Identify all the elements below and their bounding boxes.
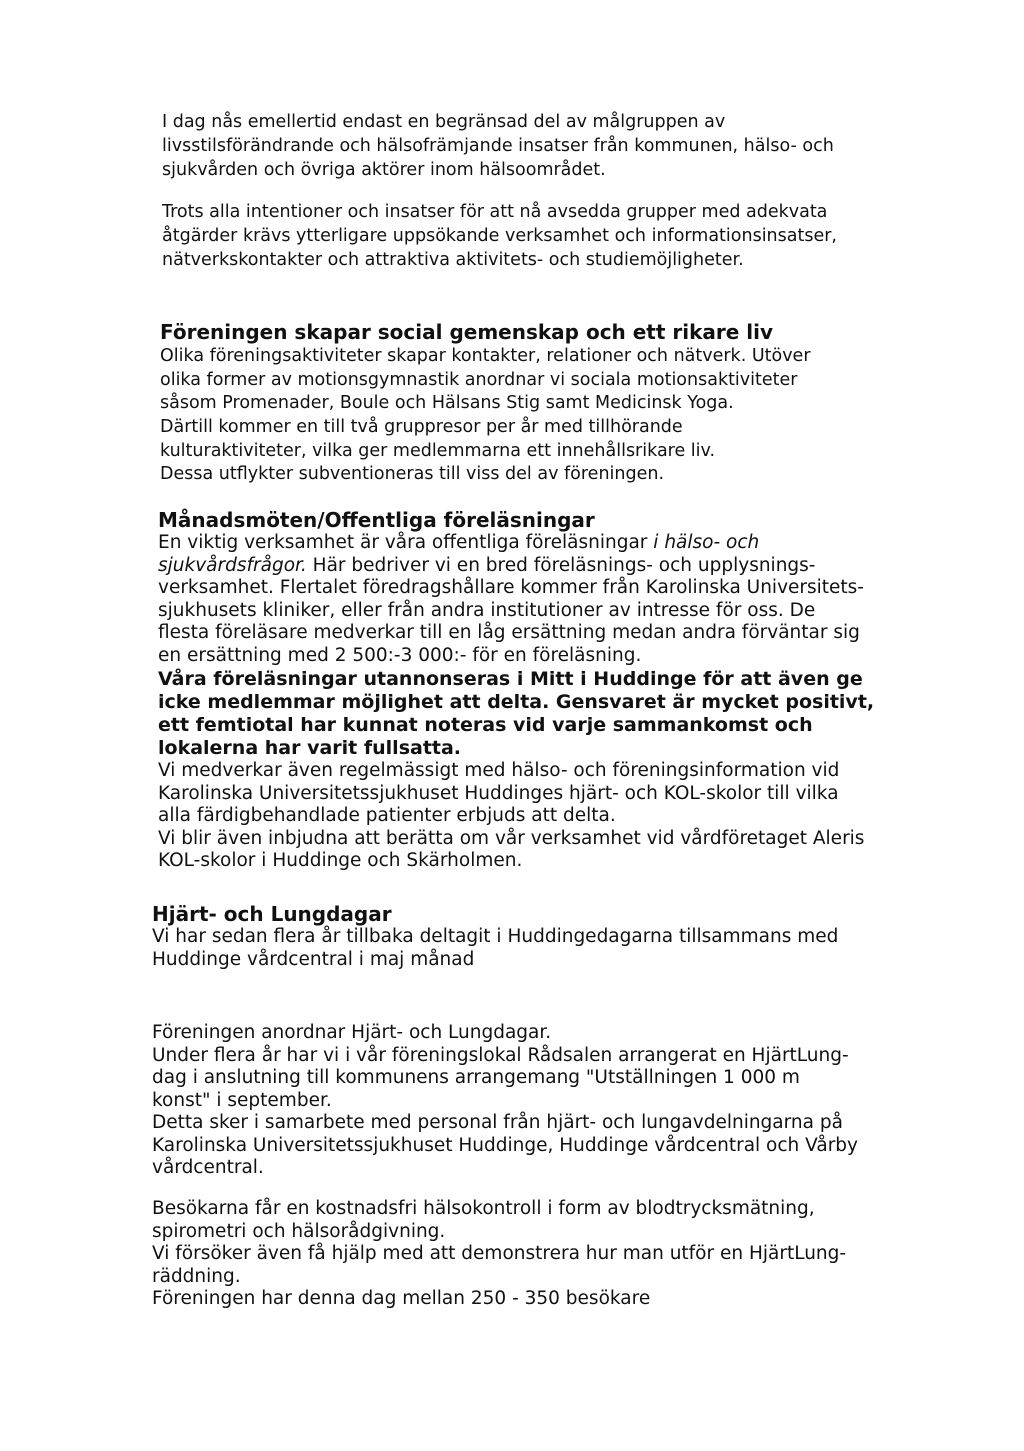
- text-line: verksamhet. Flertalet föredragshållare kommer från Karolinska Universitets-: [158, 577, 864, 599]
- bold-text-line: lokalerna har varit fullsatta.: [158, 736, 462, 759]
- text-run: En viktig verksamhet är våra offentliga föreläsningar: [158, 532, 654, 553]
- text-line: livsstilsförändrande och hälsofrämjande insatser från kommunen, hälso- och: [162, 136, 834, 157]
- text-line: KOL-skolor i Huddinge och Skärholmen.: [158, 850, 523, 872]
- text-line: Under flera år har vi i vår föreningslokal Rådsalen arrangerat en HjärtLung-: [152, 1044, 849, 1066]
- text-line: Karolinska Universitetssjukhuset Huddinges hjärt- och KOL-skolor till vilka: [158, 782, 839, 804]
- text-line: Vi har sedan flera år tillbaka deltagit i Huddingedagarna tillsammans med: [152, 926, 839, 947]
- text-line: Besökarna får en kostnadsfri hälsokontroll i form av blodtrycksmätning,: [152, 1198, 815, 1219]
- text-line: I dag nås emellertid endast en begränsad del av målgruppen av: [162, 112, 726, 132]
- section-heading: Månadsmöten/Offentliga föreläsningar: [158, 508, 595, 532]
- text-line: alla färdigbehandlade patienter erbjuds att delta.: [158, 805, 616, 827]
- bold-text-line: ett femtiotal har kunnat noteras vid varje sammankomst och: [158, 713, 813, 736]
- text-line: Föreningen anordnar Hjärt- och Lungdagar.: [152, 1022, 552, 1043]
- section-manadsmoten: [158, 510, 874, 875]
- emphasis-text: sjukvårdsfrågor.: [158, 554, 307, 576]
- text-run: Här bedriver vi en bred föreläsnings- och upplysnings-: [306, 554, 816, 576]
- emphasis-text: i hälso- och: [653, 532, 760, 553]
- intro-paragraph-2: [162, 204, 837, 276]
- text-line: såsom Promenader, Boule och Hälsans Stig samt Medicinsk Yoga.: [160, 393, 734, 414]
- section-social-gemenskap: [160, 322, 811, 490]
- text-line: vårdcentral.: [152, 1157, 264, 1179]
- section-heading: Föreningen skapar social gemenskap och ett rikare liv: [160, 320, 774, 344]
- text-line: spirometri och hälsorådgivning.: [152, 1220, 446, 1242]
- text-line: [158, 534, 874, 553]
- text-line: Olika föreningsaktiviteter skapar kontakter, relationer och nätverk. Utöver: [160, 346, 811, 366]
- text-line: sjukhusets kliniker, eller från andra institutioner av intresse för oss. De: [158, 599, 816, 621]
- paragraph-samarbete: [152, 1114, 858, 1182]
- text-line: Därtill kommer en till två gruppresor per år med tillhörande: [160, 417, 683, 438]
- text-line: åtgärder krävs ytterligare uppsökande verksamhet och informationsinsatser,: [162, 226, 837, 247]
- text-line: nätverkskontakter och attraktiva aktivitets- och studiemöjligheter.: [162, 250, 744, 271]
- text-line: Trots alla intentioner och insatser för att nå avsedda grupper med adekvata: [162, 202, 828, 222]
- text-line: Huddinge vårdcentral i maj månad: [152, 948, 475, 970]
- text-line: en ersättning med 2 500:-3 000:- för en föreläsning.: [158, 644, 642, 666]
- intro-paragraph-1: [162, 114, 834, 186]
- text-line: Vi medverkar även regelmässigt med hälso- och föreningsinformation vid: [158, 759, 840, 781]
- text-line: konst" i september.: [152, 1089, 332, 1111]
- text-line: räddning.: [152, 1265, 241, 1287]
- text-line: dag i anslutning till kommunens arrangemang "Utställningen 1 000 m: [152, 1067, 800, 1089]
- section-heading: Hjärt- och Lungdagar: [152, 902, 392, 926]
- text-line: Detta sker i samarbete med personal från hjärt- och lungavdelningarna på: [152, 1112, 843, 1133]
- paragraph-besokare: [152, 1200, 846, 1313]
- text-line: olika former av motionsgymnastik anordnar vi sociala motionsaktiviteter: [160, 369, 798, 390]
- section-hjart-lungdagar: [152, 904, 838, 973]
- text-line: Dessa utflykter subventioneras till viss del av föreningen.: [160, 464, 665, 485]
- text-line: sjukvården och övriga aktörer inom hälsoområdet.: [162, 160, 606, 181]
- text-line: Karolinska Universitetssjukhuset Huddinge, Huddinge vårdcentral och Vårby: [152, 1134, 858, 1156]
- text-line: flesta föreläsare medverkar till en låg ersättning medan andra förväntar sig: [158, 622, 860, 644]
- bold-text-line: icke medlemmar möjlighet att delta. Gensvaret är mycket positivt,: [158, 690, 875, 713]
- text-line: [158, 554, 874, 576]
- text-line: Föreningen har denna dag mellan 250 - 350 besökare: [152, 1288, 651, 1310]
- text-line: kulturaktiviteter, vilka ger medlemmarna ett innehållsrikare liv.: [160, 440, 716, 461]
- paragraph-lungdagar: [152, 1024, 849, 1114]
- text-line: Vi blir även inbjudna att berätta om vår verksamhet vid vårdföretaget Aleris: [158, 827, 865, 849]
- bold-text-line: Våra föreläsningar utannonseras i Mitt i Huddinge för att även ge: [158, 667, 863, 690]
- text-line: Vi försöker även få hjälp med att demonstrera hur man utför en HjärtLung-: [152, 1243, 847, 1265]
